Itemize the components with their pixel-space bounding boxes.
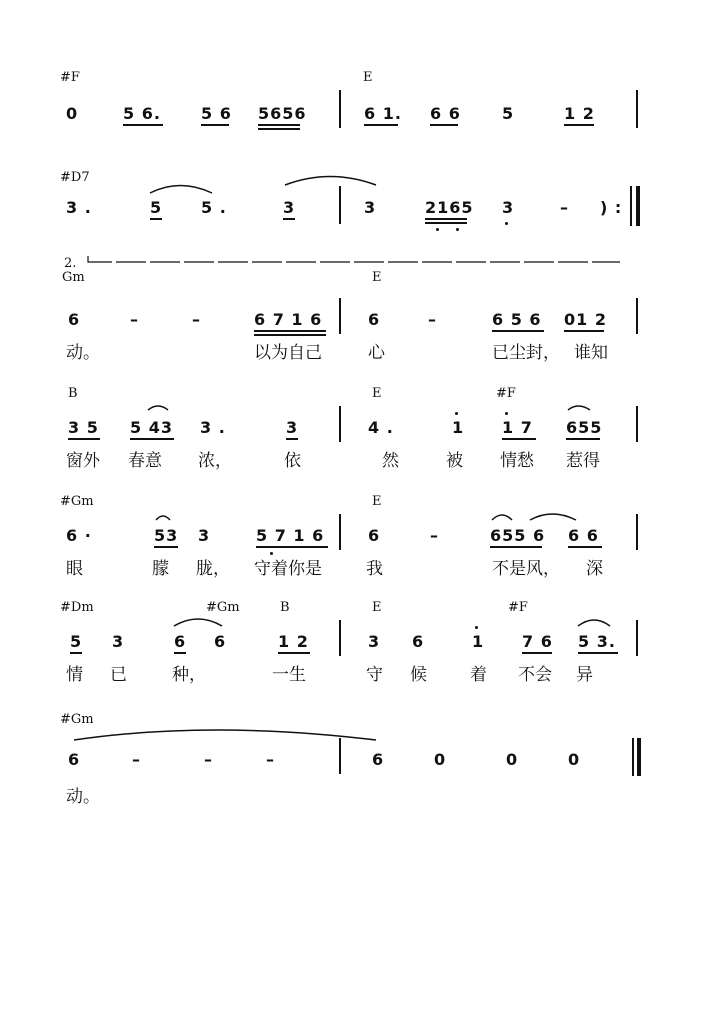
note-group: 6 6	[568, 526, 599, 545]
chord-symbol: E	[372, 494, 382, 509]
chord-symbol: B	[280, 600, 290, 615]
note-group: 3	[368, 632, 381, 651]
note-group: 6	[214, 632, 227, 651]
chord-symbol: #Gm	[60, 494, 94, 509]
lyric-text: 守	[366, 665, 383, 685]
note-group: 53	[154, 526, 179, 545]
lyric-text: 动。	[66, 343, 100, 363]
chord-symbol: E	[372, 270, 382, 285]
note-group: 5	[150, 198, 163, 217]
lyric-text: 动。	[66, 787, 100, 807]
note-group: 0	[506, 750, 519, 769]
lyric-text: 朦	[152, 559, 169, 579]
note-group: –	[430, 526, 439, 545]
lyric-text: 情愁	[500, 451, 534, 471]
note-group: 3	[112, 632, 125, 651]
note-group: 0	[434, 750, 447, 769]
chord-symbol: #Gm	[206, 600, 240, 615]
note-group: –	[204, 750, 213, 769]
lyric-text: 着	[470, 665, 487, 685]
lyric-text: 眼	[66, 559, 83, 579]
note-group: 5656	[258, 104, 307, 123]
note-group: 3	[502, 198, 515, 217]
note-group: 4 .	[368, 418, 394, 437]
note-group: 6	[412, 632, 425, 651]
lyric-text: 被	[446, 451, 463, 471]
note-group: 5 6.	[123, 104, 161, 123]
lyric-text: 一生	[272, 665, 306, 685]
lyric-text: 不会	[518, 665, 552, 685]
note-group: 3 5	[68, 418, 99, 437]
note-group: 5	[70, 632, 83, 651]
lyric-text: 浓，	[198, 451, 232, 471]
note-group: 1 7	[502, 418, 533, 437]
note-group: 1	[452, 418, 465, 437]
note-group: 6	[368, 526, 381, 545]
note-group: 2165	[425, 198, 474, 217]
note-group: 3	[283, 198, 296, 217]
note-group: 5	[502, 104, 515, 123]
note-group: 5 7 1 6	[256, 526, 325, 545]
lyric-text: 胧，	[196, 559, 230, 579]
note-group: 5 .	[201, 198, 227, 217]
note-group: 6	[68, 750, 81, 769]
note-group: 6	[368, 310, 381, 329]
lyric-text: 情	[66, 665, 83, 685]
note-group: 5 3.	[578, 632, 616, 651]
lyric-text: 种，	[172, 665, 206, 685]
note-group: –	[428, 310, 437, 329]
note-group: 6	[174, 632, 187, 651]
chord-symbol: 2.	[64, 256, 77, 271]
note-group: 3 .	[66, 198, 92, 217]
chord-symbol: #Dm	[60, 600, 94, 615]
note-group: 6	[68, 310, 81, 329]
note-group: 3 .	[200, 418, 226, 437]
note-group: 3	[286, 418, 299, 437]
chord-symbol: #F	[60, 70, 80, 85]
note-group: 1 2	[564, 104, 595, 123]
lyric-text: 以为自己	[254, 343, 322, 363]
lyric-text: 候	[410, 665, 427, 685]
lyric-text: 不是风，	[492, 559, 560, 579]
note-group: –	[130, 310, 139, 329]
note-group: 655 6	[490, 526, 546, 545]
note-group: 6 7 1 6	[254, 310, 323, 329]
chord-symbol: #F	[508, 600, 528, 615]
note-group: 01 2	[564, 310, 607, 329]
lyric-text: 然	[382, 451, 399, 471]
chord-symbol: E	[372, 600, 382, 615]
lyric-text: 我	[366, 559, 383, 579]
chord-symbol: #F	[496, 386, 516, 401]
lyric-text: 心	[368, 343, 385, 363]
note-group: 3	[198, 526, 211, 545]
note-group: 5 6	[201, 104, 232, 123]
note-group: –	[266, 750, 275, 769]
note-group: 0	[66, 104, 79, 123]
note-group: 6 ·	[66, 526, 92, 545]
lyric-text: 已尘封，	[492, 343, 560, 363]
note-group: –	[192, 310, 201, 329]
note-group: 655	[566, 418, 603, 437]
lyric-text: 依	[284, 451, 301, 471]
lyric-text: 惹得	[566, 451, 600, 471]
note-group: 6 5 6	[492, 310, 542, 329]
note-group: 6	[372, 750, 385, 769]
note-group: 1	[472, 632, 485, 651]
note-group: 5 43	[130, 418, 173, 437]
lyric-text: 窗外	[66, 451, 100, 471]
note-group: –	[560, 198, 569, 217]
note-group: –	[132, 750, 141, 769]
chord-symbol: E	[372, 386, 382, 401]
chord-symbol: #D7	[60, 170, 90, 185]
lyric-text: 守着你是	[254, 559, 322, 579]
lyric-text: 异	[576, 665, 593, 685]
note-group: 1 2	[278, 632, 309, 651]
note-group: 3	[364, 198, 377, 217]
chord-symbol: B	[68, 386, 78, 401]
lyric-text: 春意	[128, 451, 162, 471]
chord-symbol: E	[363, 70, 373, 85]
note-group: 6 6	[430, 104, 461, 123]
note-group: 0	[568, 750, 581, 769]
lyric-text: 谁知	[574, 343, 608, 363]
chord-symbol: Gm	[62, 270, 85, 285]
lyric-text: 已	[110, 665, 127, 685]
note-group: 7 6	[522, 632, 553, 651]
lyric-text: 深	[586, 559, 603, 579]
note-group: 6 1.	[364, 104, 402, 123]
chord-symbol: #Gm	[60, 712, 94, 727]
note-group: ) :	[600, 198, 623, 217]
